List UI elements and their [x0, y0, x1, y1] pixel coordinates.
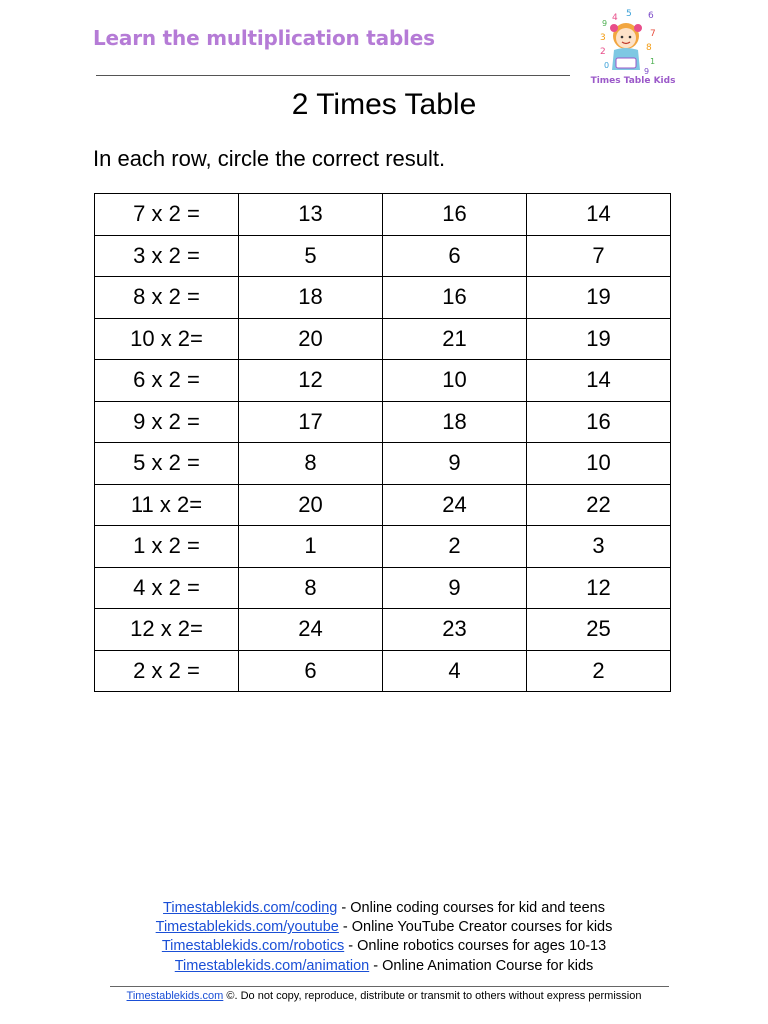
- answer-option-cell[interactable]: 12: [527, 567, 671, 609]
- logo-caption: Times Table Kids: [590, 76, 676, 86]
- copyright-notice: [0, 990, 768, 1002]
- answer-option-cell[interactable]: 17: [239, 401, 383, 443]
- table-row: [95, 318, 671, 360]
- youtube-link[interactable]: Timestablekids.com/youtube: [155, 919, 339, 936]
- answer-option-cell[interactable]: 8: [239, 567, 383, 609]
- answer-option-cell[interactable]: 6: [239, 650, 383, 692]
- answer-option-cell[interactable]: 24: [239, 609, 383, 651]
- svg-text:3: 3: [600, 33, 606, 43]
- copyright-link[interactable]: Timestablekids.com: [126, 990, 224, 1002]
- footer-divider: [110, 986, 669, 987]
- svg-text:9: 9: [602, 19, 608, 28]
- svg-text:8: 8: [646, 43, 652, 53]
- answer-option-cell[interactable]: 2: [527, 650, 671, 692]
- svg-text:6: 6: [648, 11, 654, 21]
- answer-option-cell[interactable]: 7: [527, 235, 671, 277]
- problem-cell: 5 x 2 =: [95, 443, 239, 485]
- answer-option-cell[interactable]: 18: [383, 401, 527, 443]
- coding-description: - Online coding courses for kid and teens: [337, 900, 605, 916]
- problem-cell: 8 x 2 =: [95, 277, 239, 319]
- problem-cell: 12 x 2=: [95, 609, 239, 651]
- problem-cell: 11 x 2=: [95, 484, 239, 526]
- answer-option-cell[interactable]: 18: [239, 277, 383, 319]
- footer-link-row: [0, 899, 768, 918]
- answer-option-cell[interactable]: 14: [527, 360, 671, 402]
- footer-link-row: [0, 918, 768, 937]
- youtube-description: - Online YouTube Creator courses for kids: [338, 919, 613, 936]
- table-row: [95, 235, 671, 277]
- answer-option-cell[interactable]: 19: [527, 318, 671, 360]
- svg-text:5: 5: [626, 9, 632, 19]
- answer-option-cell[interactable]: 14: [527, 194, 671, 236]
- table-row: [95, 443, 671, 485]
- robotics-description: - Online robotics courses for ages 10-13: [344, 938, 607, 955]
- answer-option-cell[interactable]: 9: [383, 567, 527, 609]
- table-row: [95, 277, 671, 319]
- answer-option-cell[interactable]: 9: [383, 443, 527, 485]
- table-row: [95, 526, 671, 568]
- answer-option-cell[interactable]: 3: [527, 526, 671, 568]
- answer-option-cell[interactable]: 6: [383, 235, 527, 277]
- table-row: [95, 401, 671, 443]
- answer-option-cell[interactable]: 5: [239, 235, 383, 277]
- problem-cell: 10 x 2=: [95, 318, 239, 360]
- answer-option-cell[interactable]: 1: [239, 526, 383, 568]
- table-row: [95, 194, 671, 236]
- answer-option-cell[interactable]: 24: [383, 484, 527, 526]
- svg-text:9: 9: [644, 67, 650, 76]
- table-row: [95, 609, 671, 651]
- answer-option-cell[interactable]: 10: [383, 360, 527, 402]
- problem-cell: 4 x 2 =: [95, 567, 239, 609]
- footer-link-row: [0, 937, 768, 956]
- animation-description: - Online Animation Course for kids: [369, 957, 594, 974]
- copyright-text: ©. Do not copy, reproduce, distribute or transmit to others without express permission: [223, 990, 642, 1002]
- table-row: [95, 484, 671, 526]
- answer-option-cell[interactable]: 12: [239, 360, 383, 402]
- table-row: [95, 360, 671, 402]
- answer-option-cell[interactable]: 21: [383, 318, 527, 360]
- problem-cell: 9 x 2 =: [95, 401, 239, 443]
- svg-text:4: 4: [612, 13, 618, 23]
- worksheet-table: [94, 193, 671, 692]
- answer-option-cell[interactable]: 23: [383, 609, 527, 651]
- answer-option-cell[interactable]: 25: [527, 609, 671, 651]
- footer-link-row: [0, 957, 768, 976]
- animation-link[interactable]: Timestablekids.com/animation: [174, 957, 370, 974]
- problem-cell: 7 x 2 =: [95, 194, 239, 236]
- header-title: Learn the multiplication tables: [93, 26, 435, 50]
- answer-option-cell[interactable]: 4: [383, 650, 527, 692]
- answer-option-cell[interactable]: 16: [527, 401, 671, 443]
- answer-option-cell[interactable]: 20: [239, 484, 383, 526]
- answer-option-cell[interactable]: 10: [527, 443, 671, 485]
- problem-cell: 6 x 2 =: [95, 360, 239, 402]
- table-row: [95, 650, 671, 692]
- problem-cell: 2 x 2 =: [95, 650, 239, 692]
- answer-option-cell[interactable]: 8: [239, 443, 383, 485]
- table-row: [95, 567, 671, 609]
- coding-link[interactable]: Timestablekids.com/coding: [163, 900, 338, 916]
- footer-links: [0, 899, 768, 976]
- answer-option-cell[interactable]: 13: [239, 194, 383, 236]
- answer-option-cell[interactable]: 20: [239, 318, 383, 360]
- answer-option-cell[interactable]: 22: [527, 484, 671, 526]
- instructions: In each row, circle the correct result.: [93, 146, 446, 171]
- answer-option-cell[interactable]: 2: [383, 526, 527, 568]
- page-title: 2 Times Table: [291, 88, 477, 121]
- problem-cell: 3 x 2 =: [95, 235, 239, 277]
- svg-text:1: 1: [650, 57, 656, 66]
- problem-cell: 1 x 2 =: [95, 526, 239, 568]
- answer-option-cell[interactable]: 16: [383, 277, 527, 319]
- svg-text:7: 7: [650, 29, 656, 39]
- answer-option-cell[interactable]: 16: [383, 194, 527, 236]
- answer-option-cell[interactable]: 19: [527, 277, 671, 319]
- svg-text:2: 2: [600, 47, 606, 57]
- robotics-link[interactable]: Timestablekids.com/robotics: [161, 938, 345, 955]
- header-divider: [96, 75, 570, 76]
- svg-text:0: 0: [604, 61, 610, 70]
